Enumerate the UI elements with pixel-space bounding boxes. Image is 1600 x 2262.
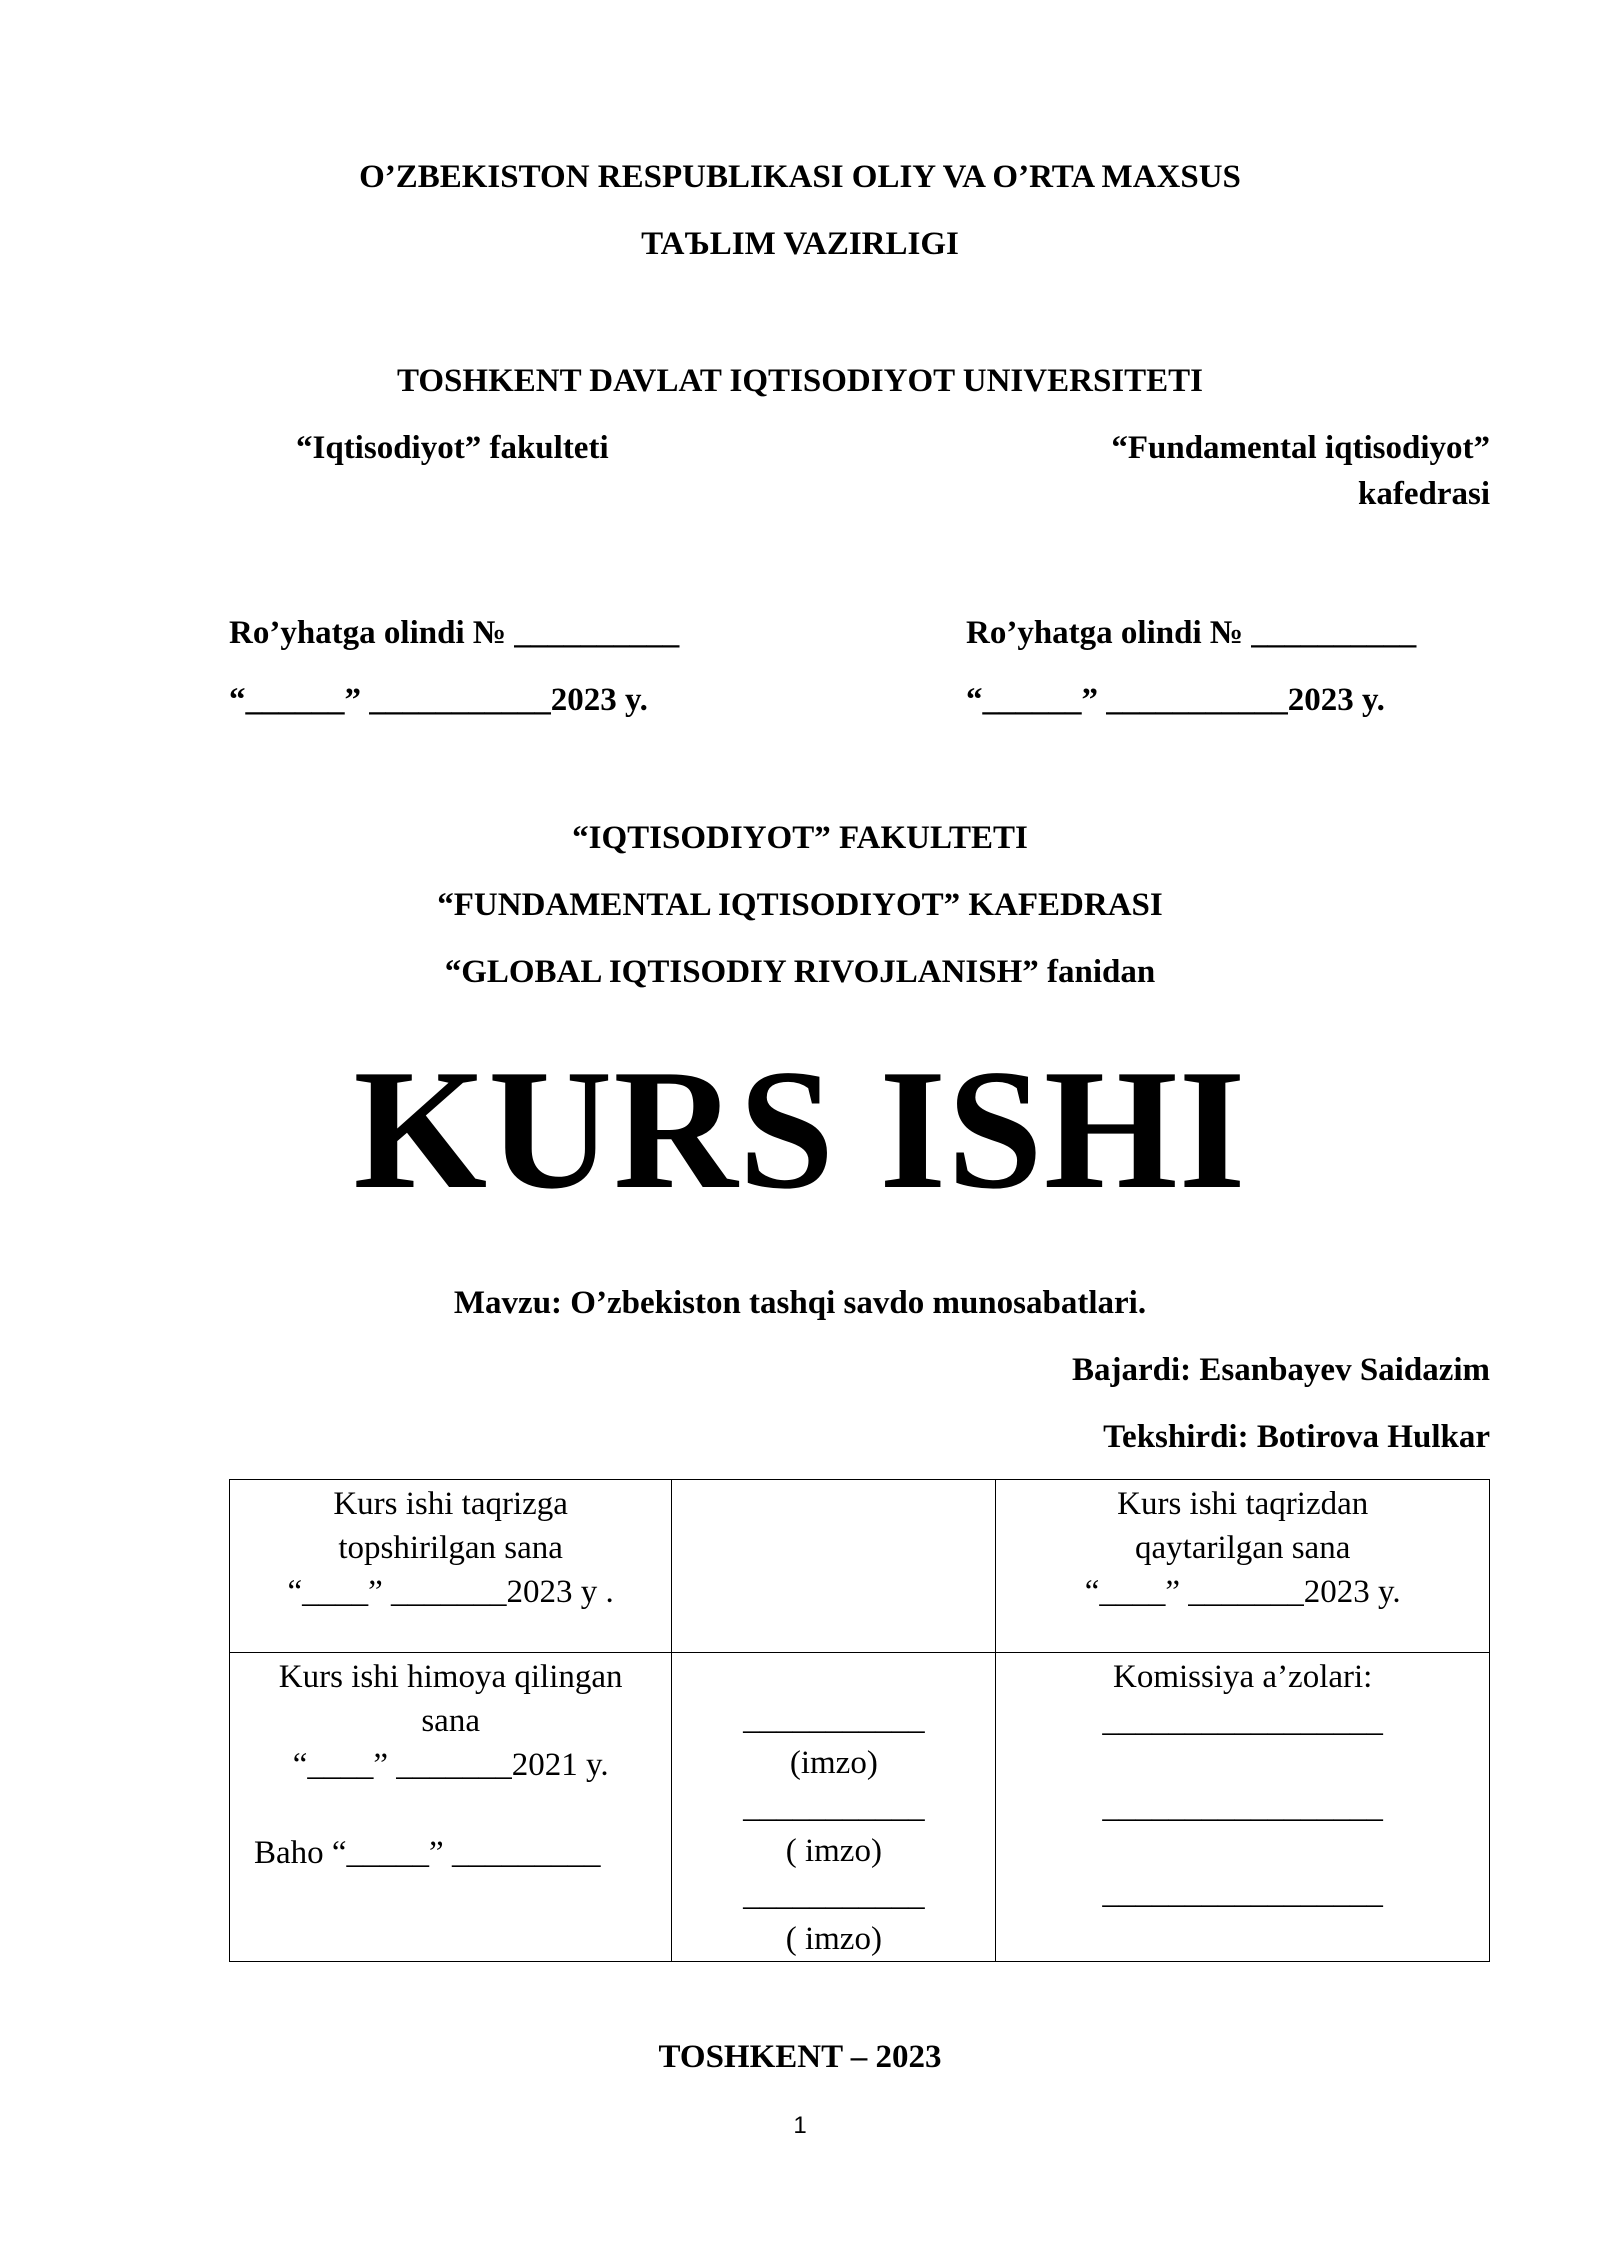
returned-label-2: qaytarilgan sana	[1135, 1530, 1351, 1566]
subject-heading: “GLOBAL IQTISODIY RIVOJLANISH” fanidan	[444, 954, 1156, 990]
submitted-label-2: topshirilgan sana	[338, 1530, 563, 1566]
commission-label: Komissiya a’zolari:	[1113, 1659, 1373, 1695]
returned-date: “____” _______2023 y.	[1084, 1574, 1401, 1610]
department-label-line-1: “Fundamental iqtisodiyot”	[1111, 430, 1490, 466]
signature-line: ___________	[743, 1789, 925, 1825]
footer-city-year: TOSHKENT – 2023	[658, 2039, 942, 2075]
document-title: KURS ISHI	[353, 1035, 1247, 1225]
registration-number-right: Ro’yhatga olindi № __________	[966, 615, 1417, 651]
table-row	[230, 1653, 1490, 1962]
table-cell-defended	[230, 1653, 672, 1962]
registration-date-left: “______” ___________2023 y.	[229, 682, 648, 718]
university-name: TOSHKENT DAVLAT IQTISODIYOT UNIVERSITETI	[396, 363, 1204, 399]
ministry-line-1: O’ZBEKISTON RESPUBLIKASI OLIY VA O’RTA MAXSUS	[359, 159, 1241, 195]
submitted-date: “____” _______2023 y .	[287, 1574, 614, 1610]
table-cell-signatures	[672, 1653, 996, 1962]
returned-label-1: Kurs ishi taqrizdan	[1117, 1486, 1369, 1522]
commission-line-2: _________________	[1102, 1789, 1383, 1825]
performed-by: Bajardi: Esanbayev Saidazim	[1071, 1352, 1490, 1388]
table-cell-returned	[996, 1480, 1490, 1653]
page-number: 1	[793, 2112, 807, 2139]
evaluation-table	[229, 1479, 1490, 1962]
signature-line: ___________	[743, 1877, 925, 1913]
submitted-label-1: Kurs ishi taqrizga	[333, 1486, 568, 1522]
faculty-heading: “IQTISODIYOT” FAKULTETI	[572, 820, 1028, 856]
department-heading: “FUNDAMENTAL IQTISODIYOT” KAFEDRASI	[437, 887, 1163, 923]
commission-line-3: _________________	[1102, 1875, 1383, 1911]
faculty-label: “Iqtisodiyot” fakulteti	[296, 430, 609, 466]
table-cell-empty	[672, 1480, 996, 1653]
ministry-line-2: TAЪLIM VAZIRLIGI	[641, 226, 959, 262]
defended-label-1: Kurs ishi himoya qilingan	[278, 1659, 623, 1695]
signature-label: ( imzo)	[785, 1833, 882, 1869]
defended-label-2: sana	[421, 1703, 480, 1739]
signature-label: ( imzo)	[785, 1921, 882, 1957]
signature-line: ___________	[743, 1701, 925, 1737]
defended-date: “____” _______2021 y.	[292, 1747, 609, 1783]
registration-number-left: Ro’yhatga olindi № __________	[229, 615, 680, 651]
grade-field: Baho “_____” _________	[254, 1835, 601, 1871]
registration-date-right: “______” ___________2023 y.	[966, 682, 1385, 718]
topic-line: Mavzu: O’zbekiston tashqi savdo munosabatlari.	[453, 1285, 1147, 1321]
table-row	[230, 1480, 1490, 1653]
commission-line-1: _________________	[1102, 1703, 1383, 1739]
department-label-line-2: kafedrasi	[1358, 476, 1490, 512]
checked-by: Tekshirdi: Botirova Hulkar	[1103, 1419, 1490, 1455]
table-cell-commission	[996, 1653, 1490, 1962]
signature-label: (imzo)	[789, 1745, 878, 1781]
table-cell-submitted	[230, 1480, 672, 1653]
